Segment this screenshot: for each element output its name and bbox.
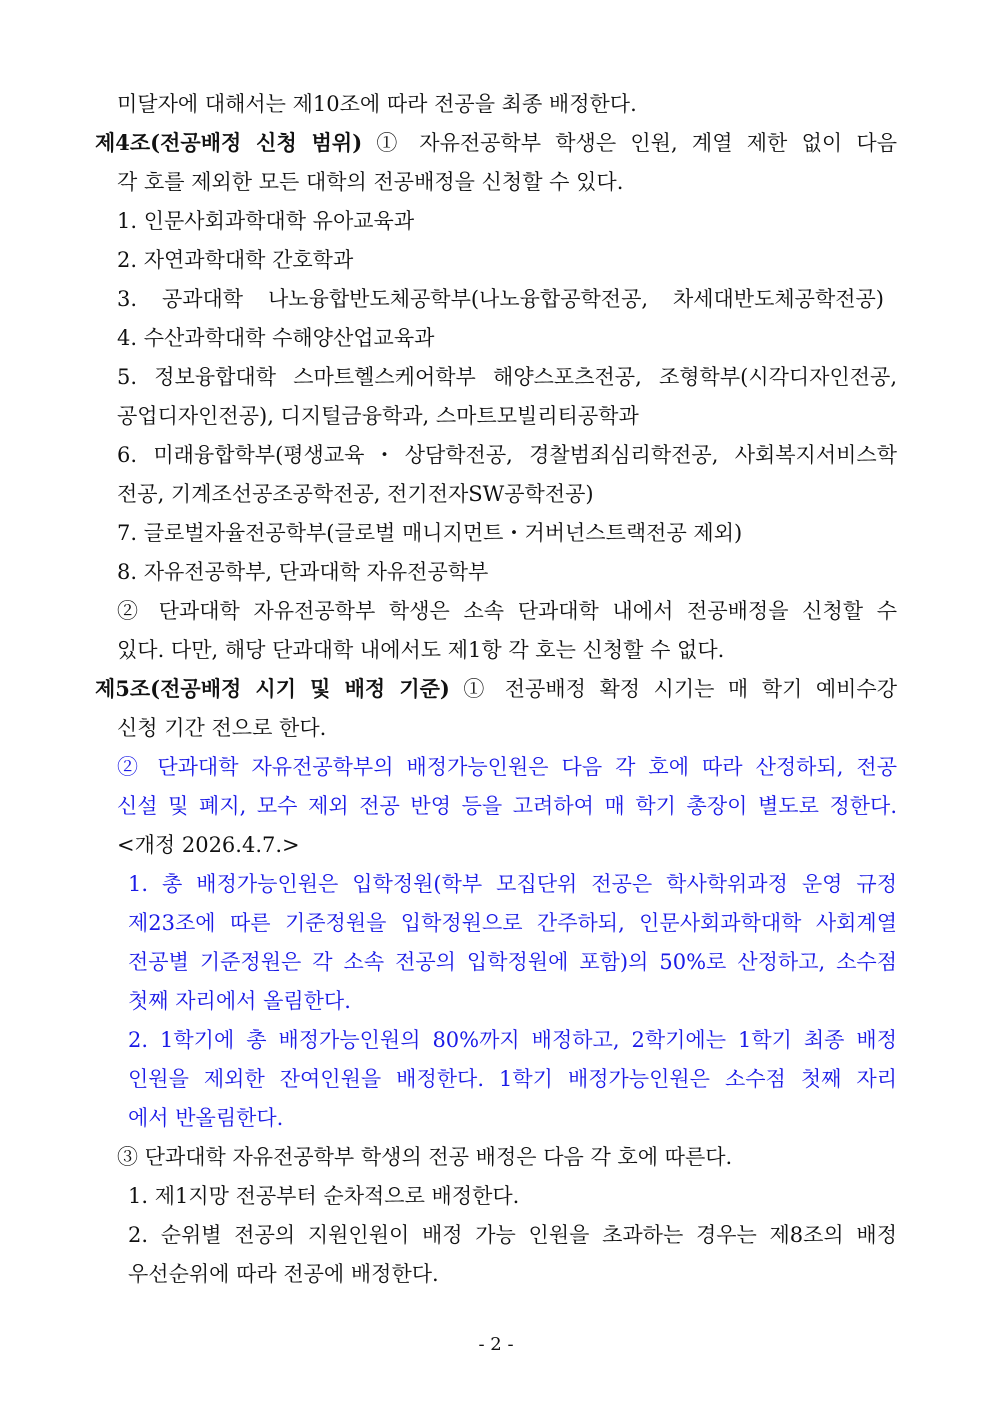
list-item-5-2-1-cont-b: 전공별 기준정원은 각 소속 전공의 입학정원에 포함)의 50%로 산정하고, 소수점 — [128, 950, 897, 974]
list-item-4-3: 3. 공과대학 나노융합반도체공학부(나노융합공학전공, 차세대반도체공학전공) — [117, 287, 884, 311]
article-4-title: 제4조(전공배정 신청 범위) — [95, 130, 363, 155]
line-03: 각 호를 제외한 모든 대학의 전공배정을 신청할 수 있다. — [117, 170, 624, 194]
list-item-4-4: 4. 수산과학대학 수해양산업교육과 — [117, 326, 435, 350]
list-item-4-7: 7. 글로벌자율전공학부(글로벌 매니지먼트・거버넌스트랙전공 제외) — [117, 521, 743, 545]
list-item-4-5-cont: 공업디자인전공), 디지털금융학과, 스마트모빌리티공학과 — [117, 404, 639, 428]
list-item-4-2: 2. 자연과학대학 간호학과 — [117, 248, 354, 272]
list-item-5-2-1-cont-c: 첫째 자리에서 올림한다. — [128, 989, 351, 1013]
list-item-4-1: 1. 인문사회과학대학 유아교육과 — [117, 209, 415, 233]
clause-5-2: ② 단과대학 자유전공학부의 배정가능인원은 다음 각 호에 따라 산정하되, 전공 — [117, 755, 897, 779]
list-item-4-5: 5. 정보융합대학 스마트헬스케어학부 해양스포츠전공, 조형학부(시각디자인전공, — [117, 365, 897, 389]
clause-4-2: ② 단과대학 자유전공학부 학생은 소속 단과대학 내에서 전공배정을 신청할 수 — [117, 599, 897, 623]
article-5-title: 제5조(전공배정 시기 및 배정 기준) — [95, 676, 450, 701]
list-item-5-2-2-cont-b: 에서 반올림한다. — [128, 1106, 284, 1130]
list-item-5-2-2-cont-a: 인원을 제외한 잔여인원을 배정한다. 1학기 배정가능인원은 소수점 첫째 자리 — [128, 1067, 897, 1091]
list-item-4-8: 8. 자유전공학부, 단과대학 자유전공학부 — [117, 560, 489, 584]
line-01: 미달자에 대해서는 제10조에 따라 전공을 최종 배정한다. — [117, 92, 637, 116]
clause-5-3: ③ 단과대학 자유전공학부 학생의 전공 배정은 다음 각 호에 따른다. — [117, 1145, 733, 1169]
list-item-5-2-1-cont-a: 제23조에 따른 기준정원을 입학정원으로 간주하되, 인문사회과학대학 사회계열 — [128, 911, 897, 935]
page-number: - 2 - — [478, 1334, 514, 1355]
article-5-heading-line: 제5조(전공배정 시기 및 배정 기준) ① 전공배정 확정 시기는 매 학기 예비수강 — [95, 676, 897, 701]
clause-5-2-cont: 신설 및 폐지, 모수 제외 전공 반영 등을 고려하여 매 학기 총장이 별도로 정한다. — [117, 794, 897, 818]
list-item-4-6: 6. 미래융합학부(평생교육・상담학전공, 경찰범죄심리학전공, 사회복지서비스학 — [117, 443, 897, 467]
list-item-5-2-2: 2. 1학기에 총 배정가능인원의 80%까지 배정하고, 2학기에는 1학기 최종 배정 — [128, 1028, 897, 1052]
article-4-heading-line: 제4조(전공배정 신청 범위) ① 자유전공학부 학생은 인원, 계열 제한 없이 다음 — [95, 130, 897, 155]
line-17: 신청 기간 전으로 한다. — [117, 716, 327, 740]
amendment-note: <개정 2026.4.7.> — [117, 833, 300, 857]
clause-4-2-cont: 있다. 다만, 해당 단과대학 내에서도 제1항 각 호는 신청할 수 없다. — [117, 638, 725, 662]
list-item-5-2-1: 1. 총 배정가능인원은 입학정원(학부 모집단위 전공은 학사학위과정 운영 규정 — [128, 872, 897, 896]
list-item-5-3-2: 2. 순위별 전공의 지원인원이 배정 가능 인원을 초과하는 경우는 제8조의 배정 — [128, 1223, 897, 1247]
list-item-5-3-1: 1. 제1지망 전공부터 순차적으로 배정한다. — [128, 1184, 520, 1208]
list-item-4-6-cont: 전공, 기계조선공조공학전공, 전기전자SW공학전공) — [117, 482, 594, 506]
list-item-5-3-2-cont: 우선순위에 따라 전공에 배정한다. — [128, 1262, 439, 1286]
